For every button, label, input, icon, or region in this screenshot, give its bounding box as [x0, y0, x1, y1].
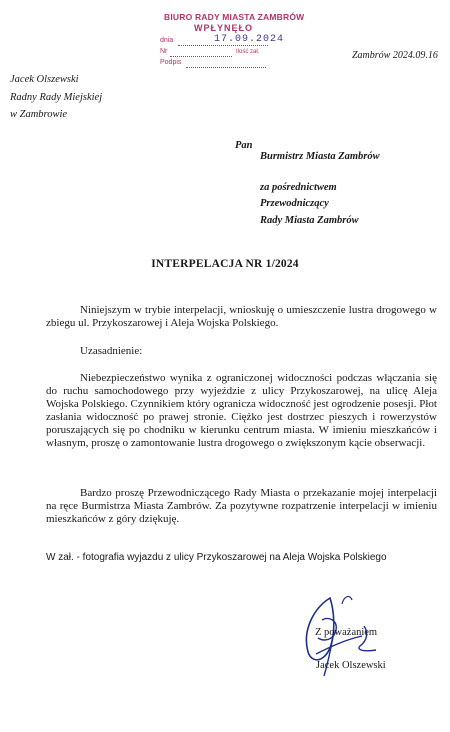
sender-name: Jacek Olszewski [10, 74, 79, 85]
intro-paragraph [46, 304, 437, 330]
stamp-attachments-label: Ilość zał. [236, 49, 260, 55]
stamp-office: BIURO RADY MIASTA ZAMBRÓW [164, 12, 305, 22]
recipient-block [260, 149, 380, 229]
sender-block [10, 71, 102, 124]
justification-text: Niebezpieczeństwo wynika z ograniczonej widoczności podczas włączania się do ruchu samochodowego przy wyjeździe z ulicy Przykoszarowej, na ulicę Aleja Wojska Polskiego. Czynnikiem który ogranicza widoczność jest ogrodzenie posesji. Płot zasłania widoczność po prawej stronie. Ciężko jest dostrzec pieszych i rowerzystów poruszających się po chodniku w kierunku centrum miasta. W imieniu mieszkańców i własnym, proszę o zamontowanie lustra drogowego o zwiększonym kącie obserwacji. [46, 372, 437, 449]
justification-label: Uzasadnienie: [80, 345, 143, 357]
document-title: INTERPELACJA NR 1/2024 [151, 258, 299, 270]
stamp-received: WPŁYNĘŁO [194, 23, 253, 33]
signatory-name: Jacek Olszewski [316, 660, 386, 671]
stamp-date-line [178, 45, 268, 46]
stamp-date-value: 17.09.2024 [214, 34, 285, 45]
stamp-no-label: Nr [160, 48, 168, 55]
stamp-date-label: dnia [160, 37, 174, 44]
recipient-salutation: Pan [235, 140, 253, 151]
request-text: Bardzo proszę Przewodniczącego Rady Miasta o przekazanie mojej interpelacji na ręce Burmistrza Miasta Zambrów. Za pozytywne rozpatrzenie interpelacji w imieniu mieszkańców z góry dziękuję. [46, 487, 437, 525]
attachment-note: W zał. - fotografia wyjazdu z ulicy Przykoszarowej na Aleja Wojska Polskiego [46, 552, 387, 563]
recipient-line3: Przewodniczący [260, 198, 329, 209]
sender-town: w Zambrowie [10, 109, 68, 120]
document-date: Zambrów 2024.09.16 [352, 50, 438, 61]
stamp-signature-line [186, 67, 266, 68]
recipient-line1: Burmistrz Miasta Zambrów [260, 151, 380, 162]
intro-text: Niniejszym w trybie interpelacji, wnioskuję o umieszczenie lustra drogowego w zbiegu ul. Przykoszarowej i Aleja Wojska Polskiego. [46, 304, 437, 329]
justification-paragraph [46, 372, 437, 450]
recipient-line2: za pośrednictwem [260, 181, 337, 193]
closing-phrase: Z poważaniem [315, 627, 378, 638]
sender-role: Radny Rady Miejskiej [10, 91, 103, 103]
recipient-line4: Rady Miasta Zambrów [260, 214, 359, 226]
stamp-no-line [170, 56, 232, 57]
justification-label-block [46, 345, 437, 358]
stamp-signature-label: Podpis [160, 59, 182, 66]
request-paragraph [46, 487, 437, 526]
received-stamp [152, 12, 305, 82]
